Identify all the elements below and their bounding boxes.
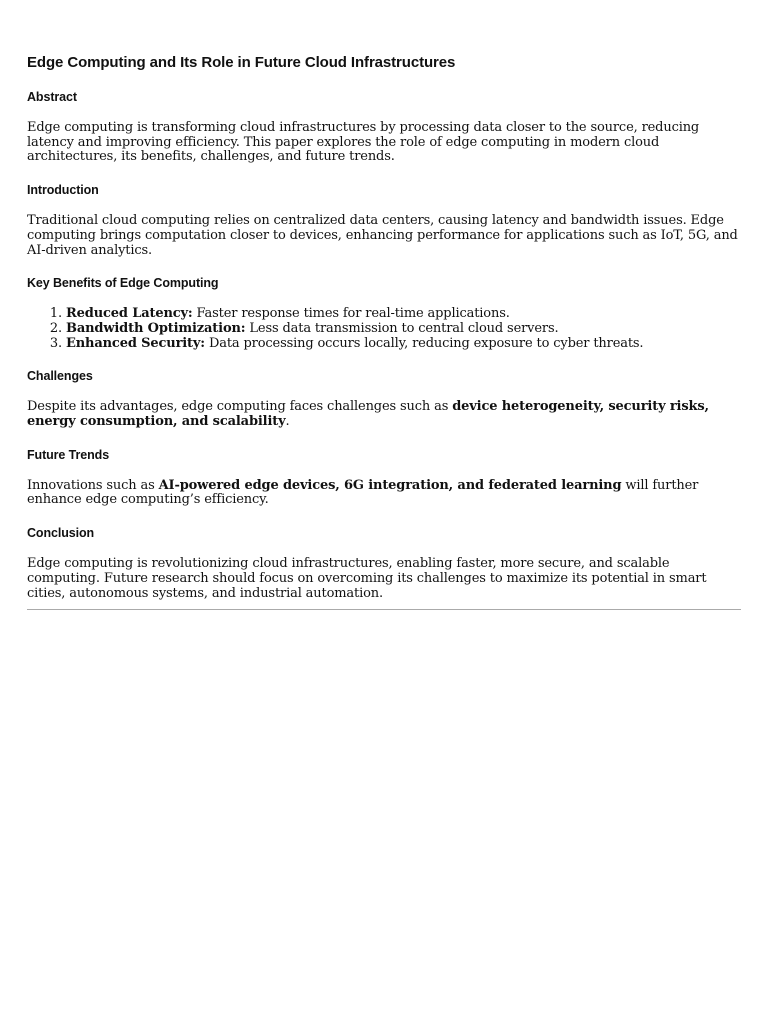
- body-emphasis: AI-powered edge devices, 6G integration, and federated learning: [158, 477, 622, 493]
- divider: [27, 609, 741, 610]
- list-item-text: Faster response times for real-time applications.: [192, 306, 510, 322]
- section-benefits: [27, 275, 741, 351]
- body-text: will further enhance edge computing’s efficiency.: [27, 477, 699, 508]
- section-body-abstract: Edge computing is transforming cloud infrastructures by processing data closer to the source, reducing latency and improving efficiency. This paper explores the role of edge computing in modern cloud architectures, its benefits, challenges, and future trends.: [27, 120, 700, 165]
- body-text: Despite its advantages, edge computing faces challenges such as: [27, 399, 453, 415]
- section-heading-future-trends: Future Trends: [27, 447, 110, 462]
- benefits-list: [27, 307, 741, 351]
- list-item-term: Enhanced Security:: [66, 335, 205, 351]
- list-item-term: Reduced Latency:: [66, 306, 193, 322]
- section-heading-abstract: Abstract: [27, 90, 77, 104]
- list-item-text: Data processing occurs locally, reducing exposure to cyber threats.: [204, 335, 644, 351]
- section-body-challenges: [27, 400, 741, 429]
- document-page: [27, 54, 741, 610]
- body-text: .: [285, 414, 290, 430]
- list-item-term: Bandwidth Optimization:: [66, 320, 246, 336]
- section-heading-challenges: Challenges: [27, 369, 93, 384]
- section-heading-introduction: Introduction: [27, 183, 99, 198]
- document-title: Edge Computing and Its Role in Future Cloud Infrastructures: [27, 54, 456, 71]
- body-text: Innovations such as: [27, 477, 159, 493]
- section-challenges: [27, 368, 741, 429]
- list-item: [66, 322, 741, 337]
- section-body-conclusion: Edge computing is revolutionizing cloud infrastructures, enabling faster, more secure, and scalable computing. Future research should focus on overcoming its challenges to maximize its potential in smart cities, autonomous systems, and industrial automation.: [27, 556, 707, 601]
- list-item-text: Less data transmission to central cloud servers.: [245, 320, 559, 336]
- section-conclusion: [27, 525, 741, 601]
- section-abstract: [27, 89, 741, 165]
- section-future-trends: [27, 447, 741, 508]
- list-item: [66, 337, 741, 352]
- section-heading-benefits: Key Benefits of Edge Computing: [27, 276, 219, 291]
- section-body-introduction: Traditional cloud computing relies on centralized data centers, causing latency and bandwidth issues. Edge computing brings computation closer to devices, enhancing performance for applications such as IoT, 5G, and AI-driven analytics.: [27, 213, 738, 258]
- body-emphasis: device heterogeneity, security risks, energy consumption, and scalability: [27, 399, 709, 430]
- section-introduction: [27, 182, 741, 258]
- list-item: [66, 307, 741, 322]
- section-body-future-trends: [27, 479, 741, 508]
- section-heading-conclusion: Conclusion: [27, 526, 95, 541]
